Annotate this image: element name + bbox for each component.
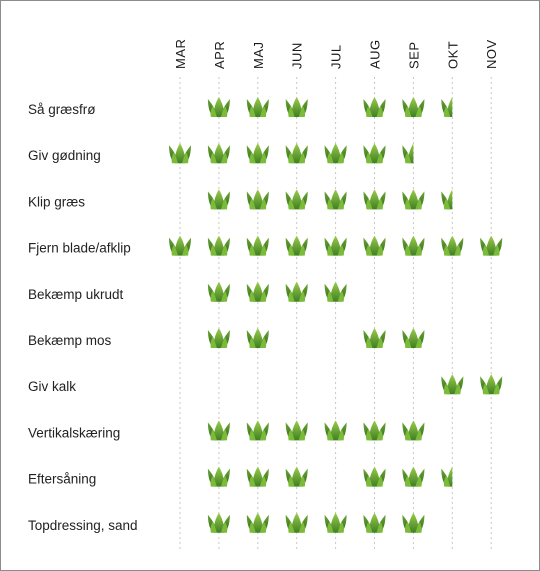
grass-tuft-icon: [325, 420, 347, 440]
grass-tuft-icon: [286, 467, 308, 487]
grass-tuft-icon: [364, 97, 386, 117]
grass-tuft-icon: [402, 328, 424, 348]
grass-tuft-icon: [364, 467, 386, 487]
grass-tuft-icon: [325, 282, 347, 302]
grass-tuft-icon: [441, 236, 463, 256]
grass-tuft-icon: [364, 328, 386, 348]
grass-tuft-icon: [286, 143, 308, 163]
month-label-apr: APR: [211, 40, 227, 69]
month-label-nov: NOV: [484, 39, 500, 69]
grass-tuft-icon: [169, 236, 191, 256]
grass-tuft-icon: [286, 189, 308, 209]
grass-tuft-icon: [286, 513, 308, 533]
grass-tuft-icon: [208, 328, 230, 348]
grass-tuft-icon: [247, 328, 269, 348]
month-label-mar: MAR: [173, 38, 188, 69]
grass-tuft-icon: [364, 189, 386, 209]
grass-tuft-icon: [441, 97, 452, 117]
grass-tuft-icon: [208, 420, 230, 440]
grass-tuft-icon: [364, 420, 386, 440]
grass-tuft-icon: [208, 513, 230, 533]
task-label: Fjern blade/afklip: [28, 240, 131, 256]
grass-tuft-icon: [441, 467, 452, 487]
month-label-jun: JUN: [289, 42, 305, 69]
task-label: Bekæmp mos: [28, 333, 112, 348]
task-label: Klip græs: [28, 194, 86, 210]
month-axis: [173, 39, 499, 69]
grass-tuft-icon: [247, 420, 269, 440]
grass-tuft-icon: [480, 236, 502, 256]
grass-tuft-icon: [364, 143, 386, 163]
grass-tuft-icon: [441, 189, 452, 209]
task-label: Så græsfrø: [28, 102, 96, 117]
grass-tuft-icon: [402, 420, 424, 440]
lawn-care-calendar-chart: [1, 1, 539, 570]
grass-tuft-icon: [286, 97, 308, 117]
month-label-maj: MAJ: [250, 41, 266, 69]
grass-tuft-icon: [402, 143, 413, 163]
grass-tuft-icon: [208, 282, 230, 302]
grass-tuft-icon: [169, 143, 191, 163]
grass-tuft-icon: [247, 236, 269, 256]
grass-tuft-icon: [247, 467, 269, 487]
grass-tuft-icon: [364, 513, 386, 533]
grass-tuft-icon: [325, 236, 347, 256]
task-label: Bekæmp ukrudt: [28, 286, 124, 302]
month-label-jul: JUL: [328, 44, 344, 69]
grass-tuft-icon: [402, 467, 424, 487]
grass-tuft-icon: [247, 513, 269, 533]
grass-tuft-icon: [402, 189, 424, 209]
task-label: Vertikalskæring: [28, 425, 121, 441]
task-axis: [28, 102, 138, 533]
grass-tuft-icon: [402, 97, 424, 117]
grass-tuft-icon: [286, 236, 308, 256]
task-label: Giv gødning: [28, 148, 101, 164]
grass-tuft-icon: [402, 236, 424, 256]
month-label-okt: OKT: [445, 40, 461, 69]
grass-tuft-icon: [286, 420, 308, 440]
grass-tuft-icon: [247, 282, 269, 302]
grass-tuft-icon: [247, 97, 269, 117]
task-label: Topdressing, sand: [28, 517, 138, 533]
grass-tuft-icon: [208, 189, 230, 209]
grass-tuft-icon: [441, 374, 463, 394]
grass-tuft-icon: [208, 236, 230, 256]
grass-tuft-icon: [247, 189, 269, 209]
grass-tuft-icon: [208, 97, 230, 117]
task-label: Eftersåning: [28, 471, 97, 487]
grass-tuft-icon: [208, 143, 230, 163]
grass-tuft-icon: [364, 236, 386, 256]
grass-tuft-icon: [402, 513, 424, 533]
task-label: Giv kalk: [28, 379, 77, 395]
grass-tuft-icon: [325, 189, 347, 209]
grass-tuft-icon: [480, 374, 502, 394]
grass-tuft-icon: [247, 143, 269, 163]
grass-tuft-icon: [286, 282, 308, 302]
grass-tuft-icon: [208, 467, 230, 487]
grass-tuft-icon: [325, 513, 347, 533]
grass-tuft-icon: [325, 143, 347, 163]
month-label-sep: SEP: [406, 41, 422, 69]
month-label-aug: AUG: [367, 39, 383, 69]
